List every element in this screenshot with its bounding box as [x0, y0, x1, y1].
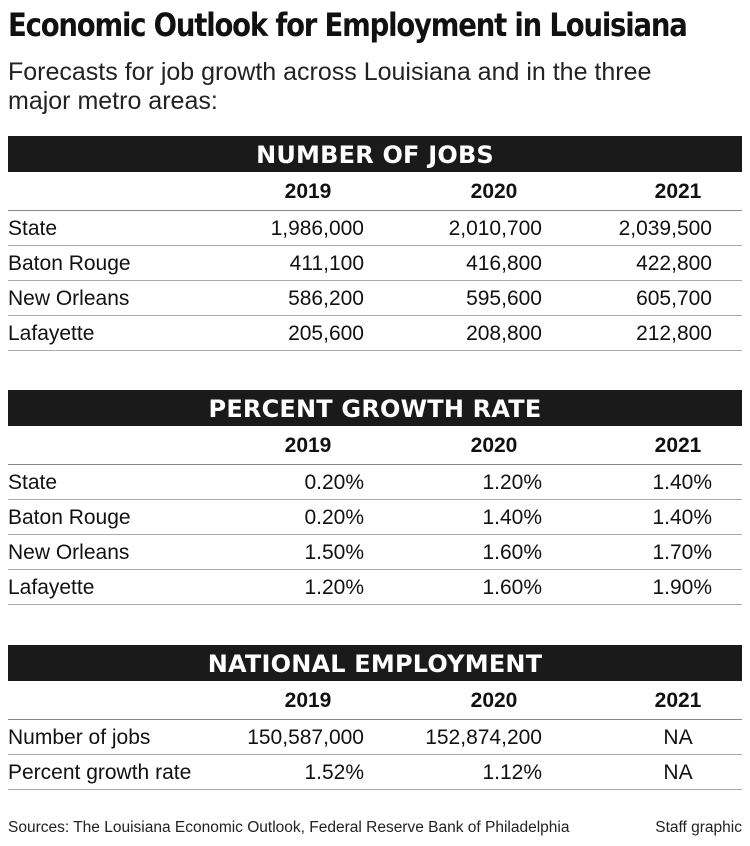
page-subtitle: Forecasts for job growth across Louisiana and in the three major metro areas: [8, 58, 652, 115]
year-header-2020: 2020 [470, 180, 518, 203]
value-2020: 2,010,700 [448, 217, 542, 240]
jobs-table [8, 136, 742, 351]
value-2021: 1.40% [652, 471, 712, 494]
value-2021: 1.40% [652, 506, 712, 529]
year-header-2020: 2020 [470, 434, 518, 457]
row-label: New Orleans [8, 541, 130, 564]
value-2019: 1.20% [304, 576, 364, 599]
table-row [8, 281, 742, 316]
value-2019: 1.50% [304, 541, 364, 564]
value-2021: NA [663, 726, 693, 749]
page-title: Economic Outlook for Employment in Louisiana [8, 6, 687, 44]
growth-year-header-row [8, 426, 742, 465]
value-2021: NA [663, 761, 693, 784]
jobs-year-header-row [8, 172, 742, 211]
row-label: Baton Rouge [8, 252, 131, 275]
value-2021: 1.90% [652, 576, 712, 599]
value-2020: 208,800 [466, 322, 542, 345]
table-row [8, 316, 742, 351]
value-2020: 1.40% [482, 506, 542, 529]
row-label: Lafayette [8, 576, 95, 599]
year-header-2021: 2021 [654, 180, 702, 203]
value-2019: 150,587,000 [247, 726, 364, 749]
year-header-2019: 2019 [284, 434, 332, 457]
table-row [8, 211, 742, 246]
row-label: State [8, 217, 58, 240]
table-row [8, 246, 742, 281]
year-header-2021: 2021 [654, 689, 702, 712]
value-2021: 2,039,500 [618, 217, 712, 240]
year-header-2019: 2019 [284, 689, 332, 712]
row-label: Number of jobs [8, 726, 151, 749]
value-2019: 1.52% [304, 761, 364, 784]
table-row [8, 535, 742, 570]
table-row [8, 720, 742, 755]
year-header-2021: 2021 [654, 434, 702, 457]
national-section-header: NATIONAL EMPLOYMENT [8, 645, 742, 681]
jobs-section-header: NUMBER OF JOBS [8, 136, 742, 172]
value-2020: 416,800 [466, 252, 542, 275]
row-label: Lafayette [8, 322, 95, 345]
row-label: State [8, 471, 58, 494]
sources-note: Sources: The Louisiana Economic Outlook, Federal Reserve Bank of Philadelphia [8, 819, 570, 836]
value-2019: 205,600 [288, 322, 364, 345]
table-row [8, 755, 742, 790]
value-2020: 1.20% [482, 471, 542, 494]
table-row [8, 465, 742, 500]
value-2021: 1.70% [652, 541, 712, 564]
footer [8, 817, 742, 839]
table-row [8, 570, 742, 605]
value-2020: 595,600 [466, 287, 542, 310]
national-year-header-row [8, 681, 742, 720]
national-table [8, 645, 742, 790]
row-label: Percent growth rate [8, 761, 192, 784]
year-header-2019: 2019 [284, 180, 332, 203]
value-2019: 0.20% [304, 506, 364, 529]
row-label: New Orleans [8, 287, 130, 310]
value-2021: 212,800 [636, 322, 712, 345]
value-2021: 422,800 [636, 252, 712, 275]
value-2020: 1.60% [482, 576, 542, 599]
row-label: Baton Rouge [8, 506, 131, 529]
value-2020: 1.12% [482, 761, 542, 784]
growth-section-header: PERCENT GROWTH RATE [8, 390, 742, 426]
value-2021: 605,700 [636, 287, 712, 310]
growth-table [8, 390, 742, 605]
table-row [8, 500, 742, 535]
value-2019: 586,200 [288, 287, 364, 310]
value-2020: 1.60% [482, 541, 542, 564]
year-header-2020: 2020 [470, 689, 518, 712]
credit-note: Staff graphic [655, 819, 742, 836]
value-2019: 1,986,000 [270, 217, 364, 240]
value-2020: 152,874,200 [425, 726, 542, 749]
value-2019: 0.20% [304, 471, 364, 494]
value-2019: 411,100 [289, 252, 364, 275]
